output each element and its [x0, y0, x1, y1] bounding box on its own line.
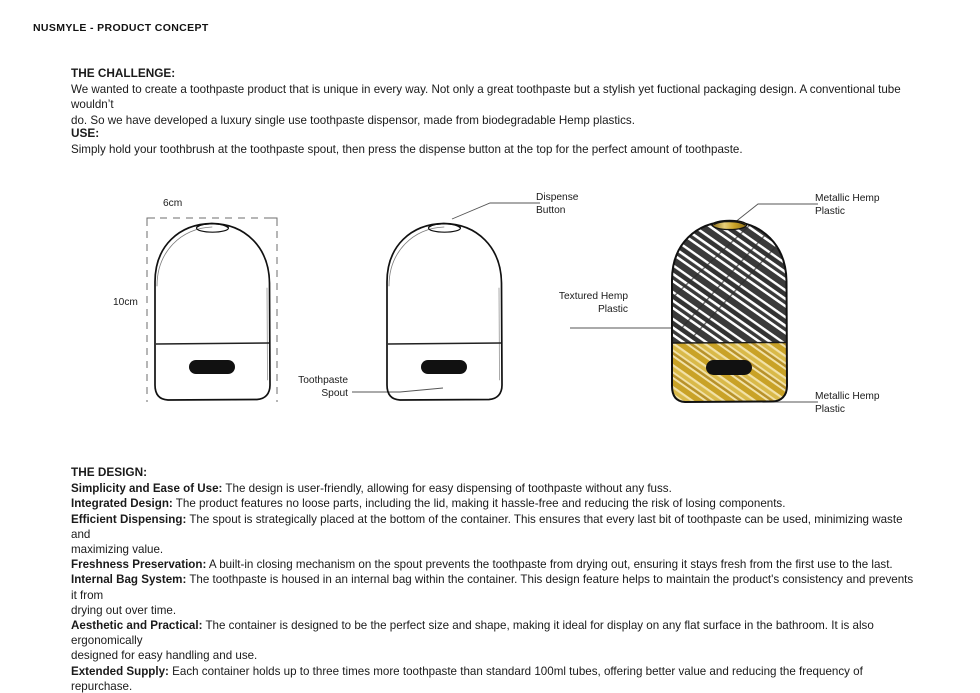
design-feature-lead: Simplicity and Ease of Use: [71, 482, 223, 496]
callout-metallic-hemp-bottom [815, 390, 880, 416]
design-feature-lead: Extended Supply: [71, 664, 169, 678]
callout-dispense-button [536, 191, 578, 217]
callout-metallic-hemp-top [815, 192, 880, 218]
section-challenge [71, 66, 909, 128]
callout-metallic-hemp-top-line-1: Metallic Hemp [815, 193, 880, 204]
section-use [71, 126, 909, 157]
diagram-dimensions [105, 180, 335, 440]
seam-line [156, 343, 269, 344]
challenge-line-1: We wanted to create a toothpaste product that is unique in every way. Not only a great toothpaste but a stylish yet fuctional packaging design. A conventional tube wouldn’t [71, 83, 901, 112]
design-feature-text: Each container holds up to three times more toothpaste than standard 100ml tubes, offering better value and reducing the frequency of repurchase. [71, 664, 863, 693]
design-feature-line [71, 603, 916, 618]
challenge-line-2: do. So we have developed a luxury single use toothpaste dispensor, made from biodegradable Hemp plastics. [71, 113, 635, 127]
toothpaste-spout-shape [421, 360, 467, 374]
challenge-heading: THE CHALLENGE: [71, 66, 176, 80]
design-feature-text: The toothpaste is housed in an internal bag within the container. This design feature helps to maintain the product's consistency and prevents it from [71, 573, 914, 602]
design-feature-line [71, 618, 916, 648]
design-feature-text: A built-in closing mechanism on the spout prevents the toothpaste from drying out, ensuring it stays fresh from the first use to the last. [206, 558, 893, 572]
toothpaste-spout-leader [352, 388, 443, 392]
design-feature-lead: Freshness Preservation: [71, 558, 207, 572]
design-heading: THE DESIGN: [71, 465, 148, 479]
metallic-hemp-top-leader [734, 204, 818, 223]
design-feature-line [71, 512, 916, 542]
design-feature-text: The product features no loose parts, including the lid, making it hassle-free and reducing the risk of losing components. [172, 497, 786, 511]
callout-dispense-button-line-2: Button [536, 205, 566, 216]
design-feature-line [71, 572, 916, 602]
design-feature-line [71, 542, 916, 557]
callout-toothpaste-spout [278, 374, 348, 400]
container-fill [650, 200, 830, 420]
dispense-button-leader [452, 203, 540, 219]
page-title: NUSMYLE - PRODUCT CONCEPT [33, 22, 209, 34]
design-feature-text: maximizing value. [71, 543, 164, 557]
design-feature-lead: Integrated Design: [71, 497, 173, 511]
metallic-hemp-fill [650, 340, 830, 420]
dimension-corner-ticks [147, 218, 277, 226]
design-feature-line [71, 664, 916, 693]
design-feature-lead: Efficient Dispensing: [71, 512, 187, 526]
dimension-width-label: 6cm [163, 198, 183, 209]
seam-line [388, 343, 501, 344]
design-feature-line [71, 481, 916, 496]
callout-toothpaste-spout-line-2: Spout [321, 388, 348, 399]
design-feature-text: drying out over time. [71, 603, 177, 617]
diagram-rendered [558, 180, 980, 445]
section-design [71, 465, 916, 693]
use-line-1: Simply hold your toothbrush at the toothpaste spout, then press the dispense button at the top for the perfect amount of toothpaste. [71, 143, 743, 157]
callout-dispense-button-line-1: Dispense [536, 192, 579, 203]
design-feature-list [71, 481, 916, 693]
callout-metallic-hemp-bottom-line-2: Plastic [815, 404, 846, 415]
design-feature-text: designed for easy handling and use. [71, 649, 258, 663]
callout-toothpaste-spout-line-1: Toothpaste [298, 375, 348, 386]
seam-line [673, 343, 786, 344]
design-feature-line [71, 557, 916, 572]
design-feature-line [71, 648, 916, 663]
toothpaste-spout-shape [189, 360, 235, 374]
callout-metallic-hemp-bottom-line-1: Metallic Hemp [815, 391, 880, 402]
design-feature-line [71, 496, 916, 511]
dispense-button-shape [713, 220, 747, 229]
callout-textured-hemp-line-1: Textured Hemp [558, 291, 628, 302]
use-heading: USE: [71, 126, 100, 140]
callout-textured-hemp [544, 290, 628, 316]
design-feature-text: The spout is strategically placed at the bottom of the container. This ensures that every last bit of toothpaste can be used, minimizing waste and [71, 512, 903, 541]
diagram-3-svg [630, 180, 980, 442]
design-feature-text: The design is user-friendly, allowing for easy dispensing of toothpaste without any fuss. [222, 482, 672, 496]
dimension-height-label: 10cm [113, 297, 138, 308]
toothpaste-spout-shape [706, 360, 752, 375]
diagram-row [0, 180, 980, 450]
callout-textured-hemp-line-2: Plastic [597, 304, 628, 315]
callout-metallic-hemp-top-line-2: Plastic [815, 206, 846, 217]
design-feature-text: The container is designed to be the perfect size and shape, making it ideal for display on any flat surface in the bathroom. It is also ergonomically [71, 619, 874, 648]
design-feature-lead: Internal Bag System: [71, 573, 187, 587]
design-feature-lead: Aesthetic and Practical: [71, 619, 203, 633]
